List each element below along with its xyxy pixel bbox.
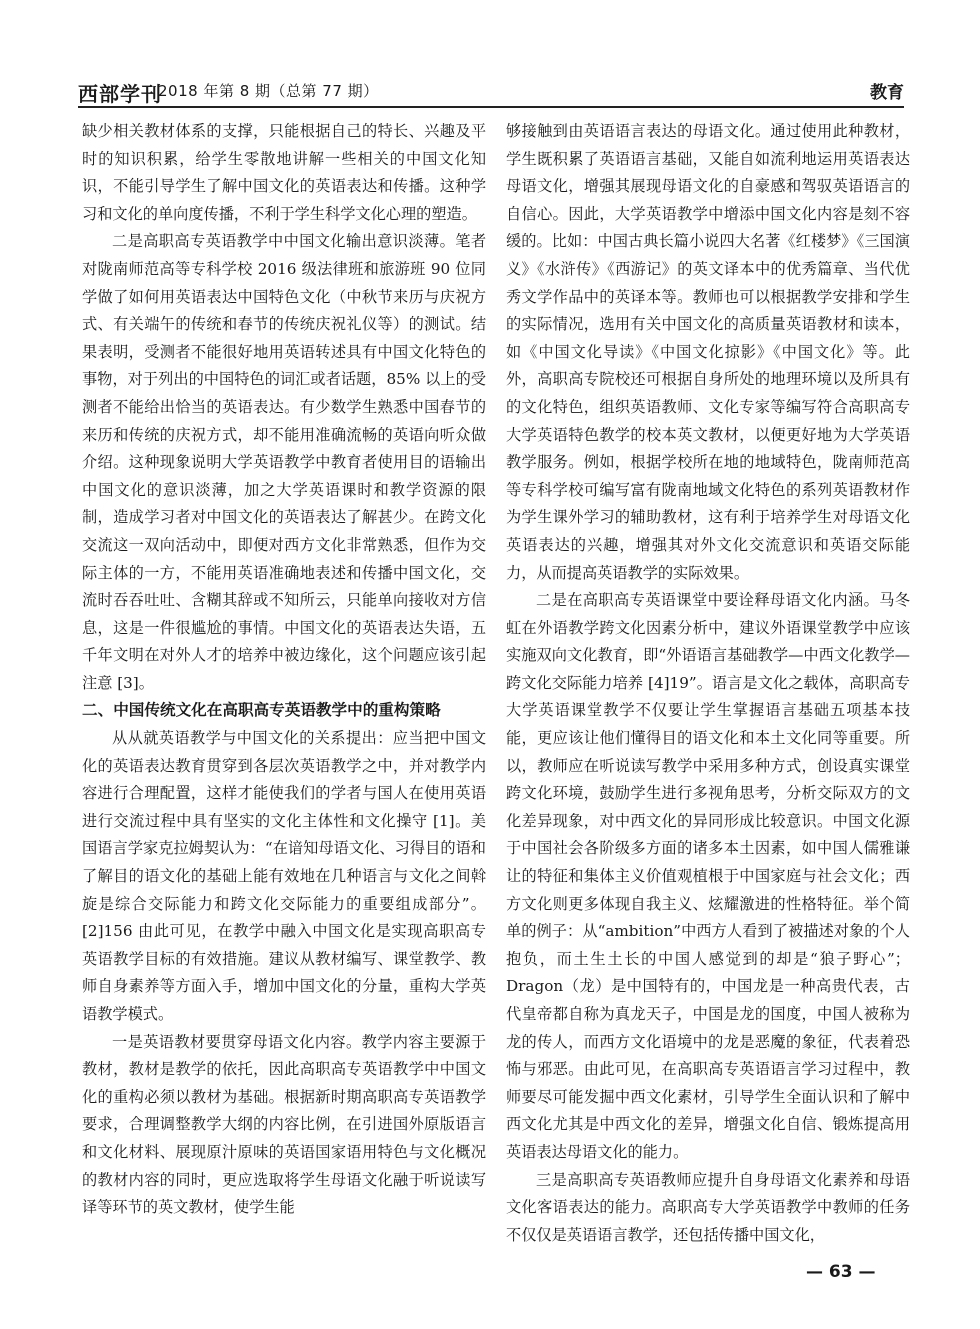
right-column [506,118,910,1249]
left-column [82,118,486,1222]
paragraph: 二是在高职高专英语课堂中要诠释母语文化内涵。马冬虹在外语教学跨文化因素分析中，建议外语课堂教学中应该实施双向文化教育，即“外语语言基础教学—中西文化教学—跨文化交际能力培养 [4]19”。语言是文化之载体，高职高专大学英语课堂教学不仅要让学生掌握语言基础五项基本技能，更应该让他们懂得目的语文化和本土文化同等重要。所以，教师应在听说读写教学中采用多种方式，创设真实课堂跨文化环境，鼓励学生进行多视角思考，分析交际双方的文化差异现象，对中西文化的异同形成比较意识。中国文化源于中国社会各阶级多方面的诸多本土因素，如中国人儒雅谦让的特征和集体主义价值观植根于中国家庭与社会文化；西方文化则更多体现自我主义、炫耀激进的性格特征。举个简单的例子：从“ambition”中西方人看到了被描述对象的个人抱负，而土生土长的中国人感觉到的却是“狼子野心”；Dragon（龙）是中国特有的，中国龙是一种高贵代表，古代皇帝都自称为真龙天子，中国是龙的国度，中国人被称为龙的传人，而西方文化语境中的龙是恶魔的象征，代表着恐怖与邪恶。由此可见，在高职高专英语语言学习过程中，教师要尽可能发掘中西文化素材，引导学生全面认识和了解中西文化尤其是中西文化的差异，增强文化自信、锻炼提高用英语表达母语文化的能力。 [506,591,910,1161]
running-header [78,72,904,108]
paragraph: 够接触到由英语语言表达的母语文化。通过使用此种教材，学生既积累了英语语言基础，又能自如流利地运用英语表达母语文化，增强其展现母语文化的自豪感和驾驭英语语言的自信心。因此，大学英语教学中增添中国文化内容是刻不容缓的。比如：中国古典长篇小说四大名著《红楼梦》《三国演义》《水浒传》《西游记》的英文译本中的优秀篇章、当代优秀文学作品中的英译本等。教师也可以根据教学安排和学生的实际情况，选用有关中国文化的高质量英语教材和读本，如《中国文化导读》《中国文化掠影》《中国文化》等。此外，高职高专院校还可根据自身所处的地理环境以及所具有的文化特色，组织英语教师、文化专家等编写符合高职高专大学英语特色教学的校本英文教材，以便更好地为大学英语教学服务。例如，根据学校所在地的地域特色，陇南师范高等专科学校可编写富有陇南地域文化特色的系列英语教材作为学生课外学习的辅助教材，这有利于培养学生对母语文化英语表达的兴趣，增强其对外文化交流意识和英语交际能力，从而提高英语教学的实际效果。 [506,122,910,582]
issue-info: 2018 年第 8 期（总第 77 期） [158,82,379,100]
paragraph: 一是英语教材要贯穿母语文化内容。教学内容主要源于教材，教材是教学的依托，因此高职高专英语教学中中国文化的重构必须以教材为基础。根据新时期高职高专英语教学要求，合理调整教学大纲的内容比例，在引进国外原版语言和文化材料、展现原汁原味的英语国家语用特色与文化概况的教材内容的同时，更应选取将学生母语文化融于听说读写译等环节的英文教材，使学生能 [82,1032,486,1217]
paragraph: 二是高职高专英语教学中中国文化输出意识淡薄。笔者对陇南师范高等专科学校 2016 级法律班和旅游班 90 位同学做了如何用英语表达中国特色文化（中秋节来历与庆祝方式、有关端午的传统和春节的传统庆祝礼仪等）的测试。结果表明，受测者不能很好地用英语转述具有中国文化特色的事物，对于列出的中国特色的词汇或者话题，85% 以上的受测者不能给出恰当的英语表达。有少数学生熟悉中国春节的来历和传统的庆祝方式，却不能用准确流畅的英语向听众做介绍。这种现象说明大学英语教学中教育者使用目的语输出中国文化的意识淡薄，加之大学英语课时和教学资源的限制，造成学习者对中国文化的英语表达了解甚少。在跨文化交流这一双向活动中，即便对西方文化非常熟悉，但作为交际主体的一方，不能用英语准确地表述和传播中国文化，交流时吞吞吐吐、含糊其辞或不知所云，只能单向接收对方信息，这是一件很尴尬的事情。中国文化的英语表达失语，五千年文明在对外人才的培养中被边缘化，这个问题应该引起注意 [3]。 [82,232,486,692]
page-number: — 63 — [806,1262,876,1282]
section-label: 教育 [870,83,904,103]
section-heading: 二、中国传统文化在高职高专英语教学中的重构策略 [82,701,441,720]
paragraph: 缺少相关教材体系的支撑，只能根据自己的特长、兴趣及平时的知识积累，给学生零散地讲解一些相关的中国文化知识，不能引导学生了解中国文化的英语表达和传播。这种学习和文化的单向度传播，不利于学生科学文化心理的塑造。 [82,122,486,223]
journal-name: 西部学刊 [78,82,162,106]
paragraph: 三是高职高专英语教师应提升自身母语文化素养和母语文化客语表达的能力。高职高专大学英语教学中教师的任务不仅仅是英语语言教学，还包括传播中国文化， [506,1170,910,1244]
paragraph: 从从就英语教学与中国文化的关系提出：应当把中国文化的英语表达教育贯穿到各层次英语教学之中，并对教学内容进行合理配置，这样才能使我们的学者与国人在使用英语进行交流过程中具有坚实的文化主体性和文化操守 [1]。美国语言学家克拉姆契认为：“在谙知母语文化、习得目的语和了解目的语文化的基础上能有效地在几种语言与文化之间斡旋是综合交际能力和跨文化交际能力的重要组成部分”。[2]156 由此可见，在教学中融入中国文化是实现高职高专英语教学目标的有效措施。建议从教材编写、课堂教学、教师自身素养等方面入手，增加中国文化的分量，重构大学英语教学模式。 [82,729,486,1023]
